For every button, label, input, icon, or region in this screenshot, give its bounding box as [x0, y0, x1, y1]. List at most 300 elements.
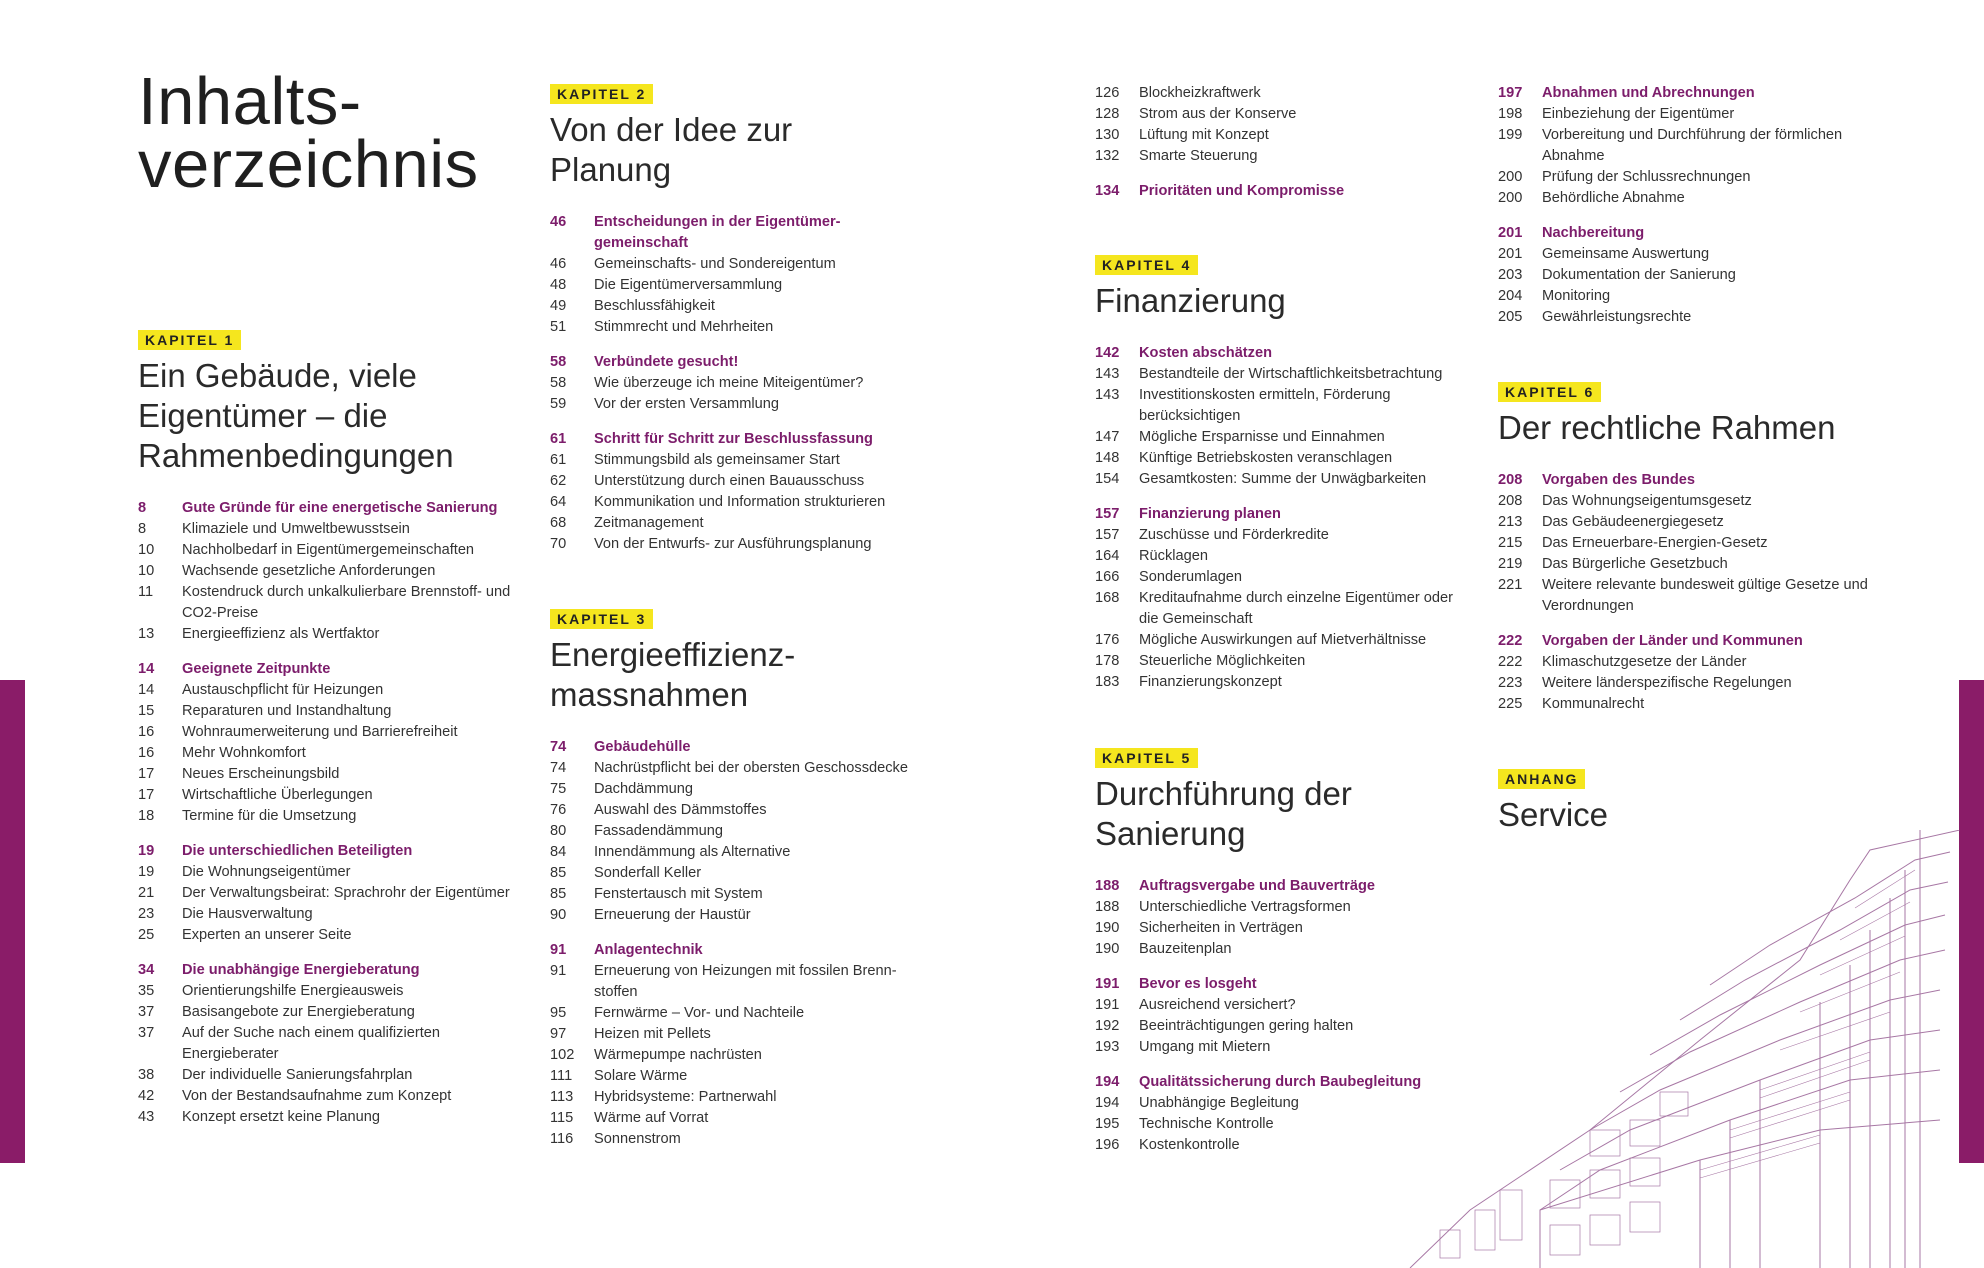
- chapter-title-line: Service: [1498, 796, 1609, 833]
- entry-title: Kostenkontrolle: [1139, 1137, 1240, 1153]
- chapter-1: [138, 330, 523, 1142]
- section-page-number: 194: [1095, 1074, 1120, 1090]
- entry-title: Wie überzeuge ich meine Miteigentümer?: [594, 375, 864, 391]
- chapter-title-line: Finanzierung: [1095, 282, 1286, 319]
- entry-title: Kommunikation und Information strukturieren: [594, 494, 886, 510]
- page-number: 126: [1095, 85, 1120, 101]
- toc-entry: [1095, 104, 1465, 125]
- toc-entry: [1095, 525, 1465, 546]
- entry-title: Vorbereitung und Durchführung der förmlichen Abnahme: [1542, 127, 1843, 164]
- entry-title: Unterstützung durch einen Bauausschuss: [594, 473, 865, 489]
- page-number: 147: [1095, 429, 1120, 445]
- chapter-sections: [550, 737, 930, 1150]
- toc-entry: [550, 1108, 930, 1129]
- page-number: 8: [138, 521, 147, 537]
- entry-title: Sicherheiten in Verträgen: [1139, 920, 1303, 936]
- entry-title: Rücklagen: [1139, 548, 1208, 564]
- page-number: 38: [138, 1067, 155, 1083]
- section-heading: [550, 940, 930, 961]
- entry-title: Termine für die Umsetzung: [182, 808, 357, 824]
- toc-entry: [550, 317, 930, 338]
- entry-title: Einbeziehung der Eigentümer: [1542, 106, 1735, 122]
- section-heading: [138, 841, 523, 862]
- page-number: 62: [550, 473, 567, 489]
- entry-title: Erneuerung der Haustür: [594, 907, 751, 923]
- entry-title: Dokumentation der Sanierung: [1542, 267, 1736, 283]
- toc-entry: [550, 758, 930, 779]
- section-page-number: 61: [550, 431, 567, 447]
- page-number: 225: [1498, 696, 1523, 712]
- section-heading: [138, 498, 523, 519]
- entry-title: Ausreichend versichert?: [1139, 997, 1296, 1013]
- right-edge-bar: [1959, 680, 1984, 1163]
- page-number: 176: [1095, 632, 1120, 648]
- entry-title: Erneuerung von Heizungen mit fossilen Brenn-stoffen: [594, 963, 897, 1000]
- section-title: Prioritäten und Kompromisse: [1139, 183, 1345, 199]
- toc-entry: [138, 1023, 523, 1065]
- toc-entry: [1498, 673, 1878, 694]
- page-number: 48: [550, 277, 567, 293]
- page-number: 17: [138, 766, 155, 782]
- entry-title: Monitoring: [1542, 288, 1611, 304]
- toc-section: [138, 659, 523, 827]
- entry-title: Wärme auf Vorrat: [594, 1110, 709, 1126]
- toc-section: [1498, 470, 1878, 617]
- toc-entry: [550, 1087, 930, 1108]
- page-number: 222: [1498, 654, 1523, 670]
- toc-entry: [138, 680, 523, 701]
- entry-title: Weitere relevante bundesweit gültige Gesetze und Verordnungen: [1542, 577, 1868, 614]
- section-title: Schritt für Schritt zur Beschlussfassung: [594, 431, 873, 447]
- page-number: 91: [550, 963, 567, 979]
- chapter-title-line: Von der Idee zur: [550, 111, 793, 148]
- page-number: 193: [1095, 1039, 1120, 1055]
- entry-title: Die Eigentümerversammlung: [594, 277, 783, 293]
- entry-title: Orientierungshilfe Energieausweis: [182, 983, 404, 999]
- page-number: 84: [550, 844, 567, 860]
- page-number: 37: [138, 1025, 155, 1041]
- chapter-label: ANHANG: [1498, 769, 1585, 789]
- page-number: 143: [1095, 387, 1120, 403]
- toc-entry: [550, 961, 930, 1003]
- entry-title: Wachsende gesetzliche Anforderungen: [182, 563, 436, 579]
- entry-title: Stimmrecht und Mehrheiten: [594, 319, 774, 335]
- toc-entry: [550, 821, 930, 842]
- page-number: 43: [138, 1109, 155, 1125]
- chapter-sections: [138, 498, 523, 1128]
- page-number: 49: [550, 298, 567, 314]
- section-title: Die unterschiedlichen Beteiligten: [182, 843, 413, 859]
- page-number: 164: [1095, 548, 1120, 564]
- section-title: Vorgaben des Bundes: [1542, 472, 1695, 488]
- chapter-title: [550, 635, 930, 715]
- page-number: 90: [550, 907, 567, 923]
- entry-title: Bauzeitenplan: [1139, 941, 1232, 957]
- section-heading: [1498, 223, 1878, 244]
- entry-title: Umgang mit Mietern: [1139, 1039, 1271, 1055]
- section-page-number: 157: [1095, 506, 1120, 522]
- chapter-3: [550, 609, 930, 1164]
- entry-title: Neues Erscheinungsbild: [182, 766, 340, 782]
- entry-title: Sonderumlagen: [1139, 569, 1243, 585]
- page-number: 191: [1095, 997, 1120, 1013]
- entry-title: Gesamtkosten: Summe der Unwägbarkeiten: [1139, 471, 1427, 487]
- toc-entry: [138, 1086, 523, 1107]
- toc-entry: [1498, 265, 1878, 286]
- page-number: 148: [1095, 450, 1120, 466]
- toc-entry: [550, 275, 930, 296]
- entry-title: Experten an unserer Seite: [182, 927, 352, 943]
- entry-title: Künftige Betriebskosten veranschlagen: [1139, 450, 1393, 466]
- toc-section: [550, 737, 930, 926]
- toc-entry: [1498, 694, 1878, 715]
- toc-entry: [1095, 83, 1465, 104]
- section-heading: [550, 352, 930, 373]
- page-number: 70: [550, 536, 567, 552]
- toc-entry: [550, 863, 930, 884]
- page-number: 59: [550, 396, 567, 412]
- toc-section: [550, 352, 930, 415]
- page-number: 51: [550, 319, 567, 335]
- toc-entry: [1095, 651, 1465, 672]
- entry-title: Strom aus der Konserve: [1139, 106, 1297, 122]
- entry-title: Basisangebote zur Energieberatung: [182, 1004, 415, 1020]
- section-page-number: 46: [550, 214, 567, 230]
- page-number: 130: [1095, 127, 1120, 143]
- entry-title: Zeitmanagement: [594, 515, 704, 531]
- toc-section: [138, 841, 523, 946]
- entry-title: Kommunalrecht: [1542, 696, 1645, 712]
- section-heading: [138, 960, 523, 981]
- toc-entry: [550, 471, 930, 492]
- page-number: 23: [138, 906, 155, 922]
- page-number: 178: [1095, 653, 1120, 669]
- page-number: 221: [1498, 577, 1523, 593]
- toc-entry: [138, 862, 523, 883]
- section-heading: [550, 429, 930, 450]
- page-number: 85: [550, 865, 567, 881]
- page-number: 111: [550, 1068, 573, 1084]
- section-heading: [1498, 631, 1878, 652]
- section-page-number: 14: [138, 661, 155, 677]
- section-heading: [1498, 470, 1878, 491]
- entry-title: Von der Entwurfs- zur Ausführungsplanung: [594, 536, 872, 552]
- page-number: 196: [1095, 1137, 1120, 1153]
- page-number: 42: [138, 1088, 155, 1104]
- building-illustration: [1400, 830, 1960, 1268]
- entry-title: Reparaturen und Instandhaltung: [182, 703, 392, 719]
- toc-entry: [1095, 385, 1465, 427]
- page-number: 102: [550, 1047, 575, 1063]
- toc-entry: [1498, 104, 1878, 125]
- toc-section: [1498, 83, 1878, 209]
- chapter-title: [1095, 281, 1465, 321]
- section-page-number: 8: [138, 500, 147, 516]
- chapter-sections: [1498, 470, 1878, 715]
- toc-entry: [138, 1002, 523, 1023]
- entry-title: Finanzierungskonzept: [1139, 674, 1282, 690]
- toc-entry: [550, 450, 930, 471]
- entry-title: Nachrüstpflicht bei der obersten Geschossdecke: [594, 760, 908, 776]
- page-number: 25: [138, 927, 155, 943]
- page-number: 13: [138, 626, 155, 642]
- toc-entry: [550, 373, 930, 394]
- page-number: 200: [1498, 190, 1523, 206]
- toc-entry: [138, 561, 523, 582]
- section-title: Bevor es losgeht: [1139, 976, 1257, 992]
- entry-title: Prüfung der Schlussrechnungen: [1542, 169, 1751, 185]
- section-title: Vorgaben der Länder und Kommunen: [1542, 633, 1803, 649]
- page-number: 17: [138, 787, 155, 803]
- toc-section: [1498, 631, 1878, 715]
- page-number: 74: [550, 760, 567, 776]
- chapter-title-line: Energieeffizienz-: [550, 636, 796, 673]
- toc-entry: [138, 540, 523, 561]
- chapter-title-line: Eigentümer – die: [138, 397, 388, 434]
- toc-entry: [138, 519, 523, 540]
- page-number: 190: [1095, 941, 1120, 957]
- page-number: 10: [138, 542, 155, 558]
- toc-entry: [138, 904, 523, 925]
- entry-title: Nachholbedarf in Eigentümergemeinschaften: [182, 542, 475, 558]
- entry-title: Austauschpflicht für Heizungen: [182, 682, 384, 698]
- page-number: 157: [1095, 527, 1120, 543]
- toc-entry: [1095, 448, 1465, 469]
- toc-entry: [1095, 567, 1465, 588]
- page-number: 143: [1095, 366, 1120, 382]
- entry-title: Fassadendämmung: [594, 823, 723, 839]
- entry-title: Behördliche Abnahme: [1542, 190, 1685, 206]
- toc-section: [1095, 181, 1465, 202]
- page-number: 19: [138, 864, 155, 880]
- chapter-title: [1498, 795, 1878, 835]
- page-number: 11: [138, 584, 154, 600]
- toc-entry: [1095, 630, 1465, 651]
- page-number: 68: [550, 515, 567, 531]
- entry-title: Das Erneuerbare-Energien-Gesetz: [1542, 535, 1768, 551]
- page-number: 198: [1498, 106, 1523, 122]
- chapter-title-line: Durchführung der: [1095, 775, 1352, 812]
- toc-entry: [1095, 672, 1465, 693]
- toc-entry: [1498, 533, 1878, 554]
- entry-title: Unterschiedliche Vertragsformen: [1139, 899, 1351, 915]
- page-number: 215: [1498, 535, 1523, 551]
- entry-title: Investitionskosten ermitteln, Förderung berücksichtigen: [1139, 387, 1391, 424]
- toc-entry: [1498, 512, 1878, 533]
- chapter-title-line: massnahmen: [550, 676, 749, 713]
- entry-title: Weitere länderspezifische Regelungen: [1542, 675, 1792, 691]
- page-number: 208: [1498, 493, 1523, 509]
- section-title: Gute Gründe für eine energetische Sanierung: [182, 500, 498, 516]
- section-heading: [550, 212, 930, 254]
- toc-entry: [138, 722, 523, 743]
- toc-entry: [138, 981, 523, 1002]
- page-number: 194: [1095, 1095, 1120, 1111]
- entry-title: Blockheizkraftwerk: [1139, 85, 1261, 101]
- entry-title: Bestandteile der Wirtschaftlichkeitsbetrachtung: [1139, 366, 1443, 382]
- toc-entry: [138, 925, 523, 946]
- entry-title: Zuschüsse und Förderkredite: [1139, 527, 1329, 543]
- section-page-number: 191: [1095, 976, 1120, 992]
- toc-section: [1095, 83, 1465, 167]
- entry-title: Beeinträchtigungen gering halten: [1139, 1018, 1354, 1034]
- entry-title: Sonderfall Keller: [594, 865, 702, 881]
- page-number: 37: [138, 1004, 155, 1020]
- entry-title: Klimaschutzgesetze der Länder: [1542, 654, 1747, 670]
- entry-title: Der Verwaltungsbeirat: Sprachrohr der Eigentümer: [182, 885, 510, 901]
- toc-entry: [138, 743, 523, 764]
- toc-entry: [550, 884, 930, 905]
- entry-title: Steuerliche Möglichkeiten: [1139, 653, 1306, 669]
- entry-title: Das Wohnungseigentumsgesetz: [1542, 493, 1752, 509]
- left-edge-bar: [0, 680, 25, 1163]
- section-page-number: 201: [1498, 225, 1523, 241]
- section-title: Entscheidungen in der Eigentümer-gemeinschaft: [594, 214, 841, 251]
- section-page-number: 188: [1095, 878, 1120, 894]
- section-title: Auftragsvergabe und Bauverträge: [1139, 878, 1375, 894]
- page-number: 46: [550, 256, 567, 272]
- toc-entry: [1498, 188, 1878, 209]
- section-heading: [1095, 504, 1465, 525]
- toc-entry: [1498, 125, 1878, 167]
- toc-entry: [550, 1129, 930, 1150]
- entry-title: Gemeinsame Auswertung: [1542, 246, 1710, 262]
- toc-entry: [550, 1066, 930, 1087]
- page-number: 10: [138, 563, 155, 579]
- toc-section: [138, 960, 523, 1128]
- page-number: 18: [138, 808, 155, 824]
- toc-entry: [550, 296, 930, 317]
- page-number: 190: [1095, 920, 1120, 936]
- entry-title: Die Hausverwaltung: [182, 906, 313, 922]
- toc-entry: [1498, 575, 1878, 617]
- entry-title: Lüftung mit Konzept: [1139, 127, 1269, 143]
- page-number: 195: [1095, 1116, 1120, 1132]
- chapter-title: [550, 110, 930, 190]
- entry-title: Beschlussfähigkeit: [594, 298, 715, 314]
- toc-entry: [550, 534, 930, 555]
- toc-entry: [1498, 307, 1878, 328]
- chapter-title-line: Ein Gebäude, viele: [138, 357, 417, 394]
- page-number: 219: [1498, 556, 1523, 572]
- entry-title: Fenstertausch mit System: [594, 886, 763, 902]
- toc-entry: [550, 779, 930, 800]
- chapter-sections: [1095, 343, 1465, 693]
- page-number: 213: [1498, 514, 1523, 530]
- entry-title: Kostendruck durch unkalkulierbare Brennstoff- und CO2-Preise: [182, 584, 511, 621]
- page-number: 154: [1095, 471, 1120, 487]
- toc-entry: [1095, 364, 1465, 385]
- page-number: 21: [138, 885, 155, 901]
- page-number: 115: [550, 1110, 574, 1126]
- toc-section: [550, 429, 930, 555]
- page-number: 16: [138, 724, 155, 740]
- section-heading: [550, 737, 930, 758]
- page-number: 97: [550, 1026, 567, 1042]
- page-number: 188: [1095, 899, 1120, 915]
- entry-title: Das Bürgerliche Gesetzbuch: [1542, 556, 1728, 572]
- page-number: 132: [1095, 148, 1120, 164]
- page-number: 35: [138, 983, 155, 999]
- toc-entry: [138, 764, 523, 785]
- toc-entry: [1095, 125, 1465, 146]
- section-heading: [1498, 83, 1878, 104]
- section-page-number: 19: [138, 843, 155, 859]
- toc-entry: [138, 624, 523, 645]
- page-number: 16: [138, 745, 155, 761]
- entry-title: Innendämmung als Alternative: [594, 844, 791, 860]
- toc-entry: [550, 1003, 930, 1024]
- toc-entry: [138, 806, 523, 827]
- toc-entry: [138, 582, 523, 624]
- toc-entry: [1095, 427, 1465, 448]
- toc-entry: [550, 492, 930, 513]
- page-number: 168: [1095, 590, 1120, 606]
- section-page-number: 91: [550, 942, 567, 958]
- entry-title: Unabhängige Begleitung: [1139, 1095, 1299, 1111]
- entry-title: Sonnenstrom: [594, 1131, 681, 1147]
- page-number: 113: [550, 1089, 574, 1105]
- chapter-2: [550, 84, 930, 569]
- toc-entry: [1095, 546, 1465, 567]
- page-number: 203: [1498, 267, 1523, 283]
- chapter-title-line: Der rechtliche Rahmen: [1498, 409, 1836, 446]
- section-heading: [1095, 181, 1465, 202]
- toc-entry: [1498, 244, 1878, 265]
- toc-entry: [138, 785, 523, 806]
- toc-entry: [1498, 491, 1878, 512]
- entry-title: Der individuelle Sanierungsfahrplan: [182, 1067, 413, 1083]
- chapter-label: KAPITEL 3: [550, 609, 653, 629]
- page-number: 76: [550, 802, 567, 818]
- chapter-3-continued: [1095, 83, 1465, 216]
- entry-title: Solare Wärme: [594, 1068, 688, 1084]
- entry-title: Smarte Steuerung: [1139, 148, 1258, 164]
- section-title: Geeignete Zeitpunkte: [182, 661, 331, 677]
- entry-title: Von der Bestandsaufnahme zum Konzept: [182, 1088, 452, 1104]
- entry-title: Auf der Suche nach einem qualifizierten Energieberater: [182, 1025, 440, 1062]
- toc-entry: [550, 513, 930, 534]
- toc-entry: [1498, 286, 1878, 307]
- chapter-title-line: Rahmenbedingungen: [138, 437, 454, 474]
- chapter-title-line: Sanierung: [1095, 815, 1246, 852]
- section-page-number: 208: [1498, 472, 1523, 488]
- toc-entry: [550, 842, 930, 863]
- toc-entry: [550, 254, 930, 275]
- section-page-number: 34: [138, 962, 155, 978]
- entry-title: Das Gebäudeenergiegesetz: [1542, 514, 1724, 530]
- chapter-label: KAPITEL 4: [1095, 255, 1198, 275]
- section-page-number: 74: [550, 739, 567, 755]
- page-number: 58: [550, 375, 567, 391]
- section-title: Kosten abschätzen: [1139, 345, 1272, 361]
- toc-entry: [138, 1065, 523, 1086]
- section-title: Die unabhängige Energieberatung: [182, 962, 420, 978]
- chapter-label: KAPITEL 2: [550, 84, 653, 104]
- section-heading: [138, 659, 523, 680]
- entry-title: Wirtschaftliche Überlegungen: [182, 787, 373, 803]
- toc-section: [550, 940, 930, 1150]
- page-number: 201: [1498, 246, 1523, 262]
- entry-title: Technische Kontrolle: [1139, 1116, 1274, 1132]
- toc-section: [1095, 343, 1465, 490]
- page-number: 166: [1095, 569, 1120, 585]
- page-title: Inhalts- verzeichnis: [138, 64, 479, 202]
- page-number: 205: [1498, 309, 1523, 325]
- section-page-number: 142: [1095, 345, 1120, 361]
- entry-title: Gemeinschafts- und Sondereigentum: [594, 256, 836, 272]
- entry-title: Stimmungsbild als gemeinsamer Start: [594, 452, 840, 468]
